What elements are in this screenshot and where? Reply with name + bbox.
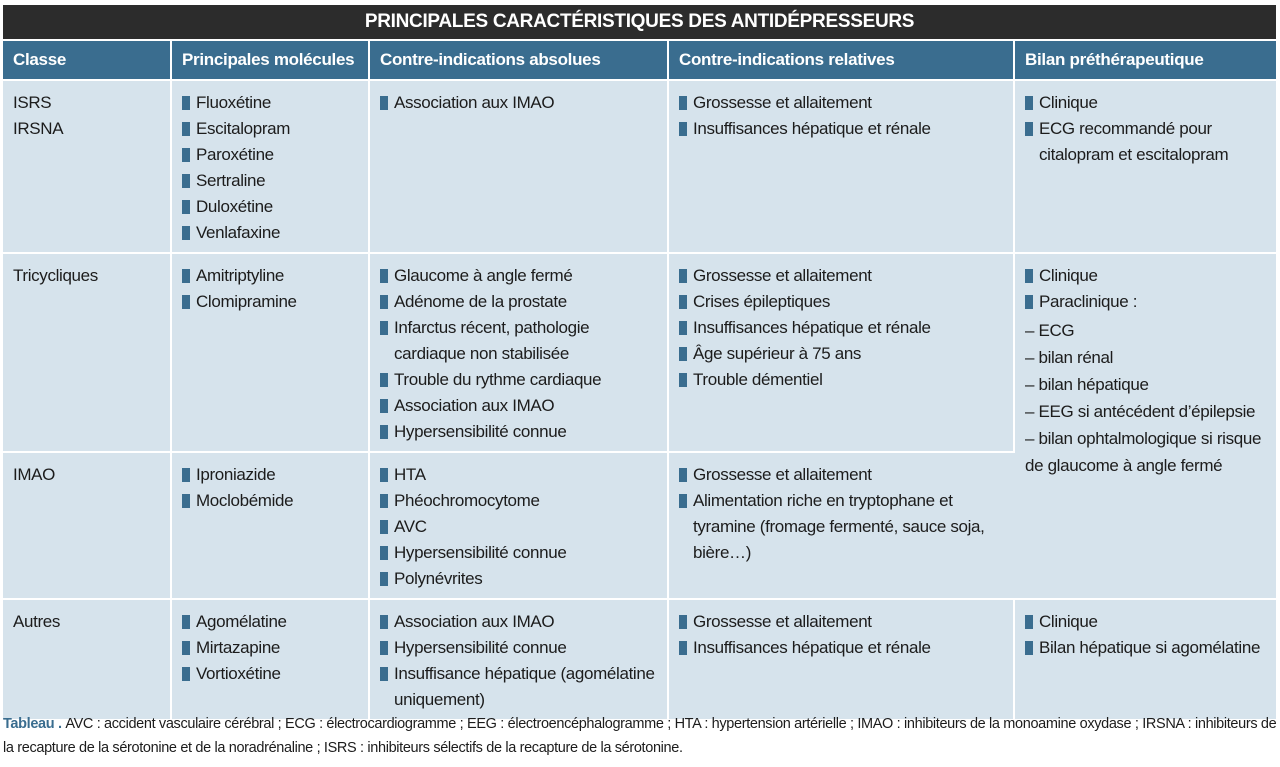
list-item: Infarctus récent, pathologie cardiaque non stabilisée xyxy=(380,315,657,367)
cell-molecules xyxy=(172,79,370,254)
cell-classe xyxy=(3,79,172,254)
list-item: Fluoxétine xyxy=(182,90,358,116)
list-item: Crises épileptiques xyxy=(679,289,1003,315)
list-item: Vortioxétine xyxy=(182,661,358,687)
list-item: Clinique xyxy=(1025,263,1266,289)
cell-molecules xyxy=(172,600,370,719)
sub-list-item: – EEG si antécédent d’épilepsie xyxy=(1025,402,1256,421)
list-item: Trouble démentiel xyxy=(679,367,1003,393)
cell-ci-relatives xyxy=(669,453,1015,600)
list-item: Paroxétine xyxy=(182,142,358,168)
cell-molecules xyxy=(172,254,370,453)
list-item: Mirtazapine xyxy=(182,635,358,661)
list-item: Alimentation riche en tryptophane et tyramine (fromage fermenté, sauce soja, bière…) xyxy=(679,488,1005,566)
list-item: Association aux IMAO xyxy=(380,90,657,116)
list-item: Clinique xyxy=(1025,609,1266,635)
list-item: Trouble du rythme cardiaque xyxy=(380,367,657,393)
list-item: Moclobémide xyxy=(182,488,358,514)
cell-classe xyxy=(3,453,172,600)
list-item: Association aux IMAO xyxy=(380,393,657,419)
caption-label: Tableau xyxy=(3,716,55,732)
list-item: Adénome de la prostate xyxy=(380,289,657,315)
classe-label: ISRS xyxy=(13,93,52,112)
cell-ci-absolues xyxy=(370,254,669,453)
table-title: PRINCIPALES CARACTÉRISTIQUES DES ANTIDÉPRESSEURS xyxy=(3,5,1276,39)
list-item: Venlafaxine xyxy=(182,220,358,246)
cell-classe xyxy=(3,600,172,719)
list-item: Insuffisances hépatique et rénale xyxy=(679,116,1003,142)
sub-list-item: – bilan rénal xyxy=(1025,348,1114,367)
list-item: Grossesse et allaitement xyxy=(679,263,1003,289)
list-item: Escitalopram xyxy=(182,116,358,142)
cell-ci-absolues xyxy=(370,453,669,600)
table-row xyxy=(3,79,1276,254)
list-item: Glaucome à angle fermé xyxy=(380,263,657,289)
cell-ci-relatives xyxy=(669,254,1015,453)
classe-label: Autres xyxy=(13,612,61,631)
classe-label: IMAO xyxy=(13,465,56,484)
list-item: Hypersensibilité connue xyxy=(380,419,657,445)
table-caption xyxy=(3,712,1279,760)
cell-molecules xyxy=(172,453,370,600)
list-item: Sertraline xyxy=(182,168,358,194)
cell-bilan xyxy=(1015,79,1276,254)
header-molecules: Principales molécules xyxy=(172,41,370,79)
caption-separator: . xyxy=(54,716,66,732)
list-item: Âge supérieur à 75 ans xyxy=(679,341,1003,367)
list-item: Polynévrites xyxy=(380,566,657,592)
cell-ci-absolues xyxy=(370,600,669,719)
header-ci-absolues: Contre-indications absolues xyxy=(370,41,669,79)
sub-list-item: – ECG xyxy=(1025,321,1075,340)
list-item: Iproniazide xyxy=(182,462,358,488)
list-item: Clomipramine xyxy=(182,289,358,315)
sub-list-item: – bilan ophtalmologique si risque de glaucome à angle fermé xyxy=(1025,429,1262,475)
cell-bilan xyxy=(1015,600,1276,719)
cell-classe xyxy=(3,254,172,453)
list-item: ECG recommandé pour citalopram et escitalopram xyxy=(1025,116,1266,168)
table-row xyxy=(3,600,1276,719)
header-bilan: Bilan préthérapeutique xyxy=(1015,41,1276,79)
list-item: Insuffisances hépatique et rénale xyxy=(679,315,1003,341)
list-item: Phéochromocytome xyxy=(380,488,657,514)
classe-label: IRSNA xyxy=(13,119,64,138)
table-row xyxy=(3,254,1276,453)
cell-ci-relatives xyxy=(669,79,1015,254)
classe-label: Tricycliques xyxy=(13,266,98,285)
list-item: Grossesse et allaitement xyxy=(679,462,1005,488)
list-item: Agomélatine xyxy=(182,609,358,635)
cell-bilan-merged xyxy=(1015,254,1276,600)
list-item: HTA xyxy=(380,462,657,488)
caption-text: AVC : accident vasculaire cérébral ; ECG : électrocardiogramme ; EEG : électroencéphalogramme ; HTA : hypertension artérielle ; IMAO : inhibiteurs de la monoamine oxydase ; IRSNA : inhibiteurs de la recapture de la sérotonine et de la noradrénaline ; ISRS : inhibiteurs sélectifs de la recapture de la sérotonine. xyxy=(3,716,1277,756)
cell-ci-relatives xyxy=(669,600,1015,719)
antidepressants-table xyxy=(3,41,1276,719)
list-item: Grossesse et allaitement xyxy=(679,609,1003,635)
list-item: Hypersensibilité connue xyxy=(380,540,657,566)
list-item: Amitriptyline xyxy=(182,263,358,289)
list-item: Paraclinique : xyxy=(1025,289,1266,315)
list-item: Clinique xyxy=(1025,90,1266,116)
cell-ci-absolues xyxy=(370,79,669,254)
list-item: Grossesse et allaitement xyxy=(679,90,1003,116)
header-classe: Classe xyxy=(3,41,172,79)
list-item: AVC xyxy=(380,514,657,540)
list-item: Bilan hépatique si agomélatine xyxy=(1025,635,1266,661)
sub-list-item: – bilan hépatique xyxy=(1025,375,1149,394)
list-item: Association aux IMAO xyxy=(380,609,657,635)
header-ci-relatives: Contre-indications relatives xyxy=(669,41,1015,79)
list-item: Duloxétine xyxy=(182,194,358,220)
list-item: Insuffisances hépatique et rénale xyxy=(679,635,1003,661)
list-item: Insuffisance hépatique (agomélatine uniquement) xyxy=(380,661,657,713)
header-row xyxy=(3,41,1276,79)
list-item: Hypersensibilité connue xyxy=(380,635,657,661)
